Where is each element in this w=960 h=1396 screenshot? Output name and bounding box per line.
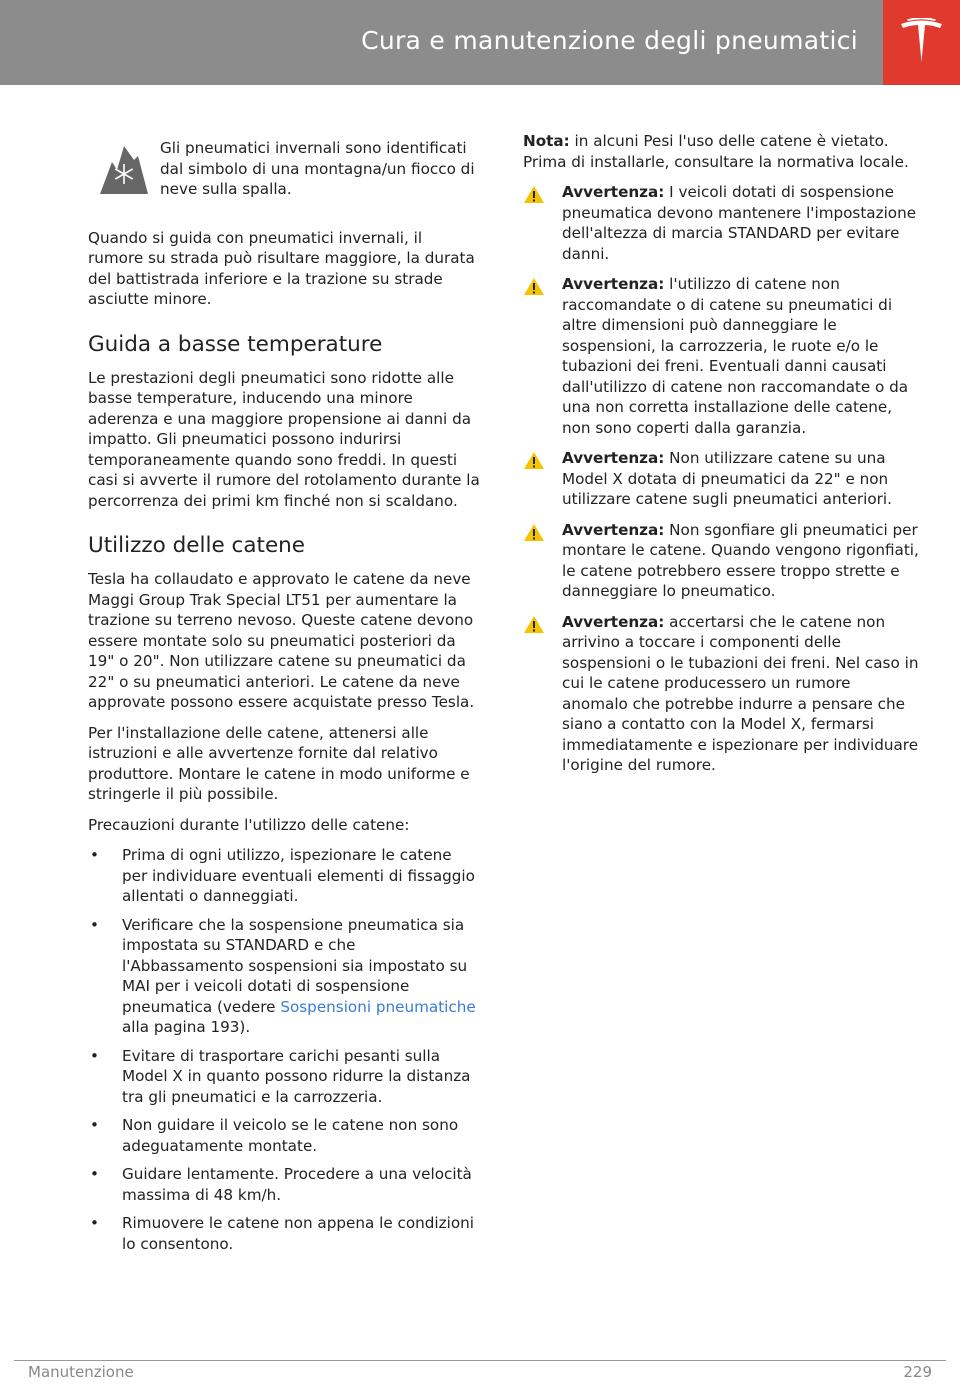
list-item-text: Guidare lentamente. Procedere a una velocità massima di 48 km/h. — [122, 1165, 472, 1204]
chains-approved-paragraph: Tesla ha collaudato e approvato le catene da neve Maggi Group Trak Special LT51 per aumentare la trazione su terreno nevoso. Queste catene devono essere montate solo su pneumatici posteriori da 19" o 20". Non utilizzare catene su pneumatici da 22" o su pneumatici anteriori. Le catene da neve approvate possono essere acquistate presso Tesla. — [88, 570, 475, 711]
snow-tire-callout — [98, 138, 480, 200]
list-item — [88, 915, 480, 1038]
section-heading-chains: Utilizzo delle catene — [88, 533, 306, 558]
warning-text — [562, 182, 920, 264]
mountain-snowflake-icon — [98, 142, 150, 196]
note-paragraph — [523, 131, 920, 172]
list-item-text: Non guidare il veicolo se le catene non sono adeguatamente montate. — [122, 1116, 459, 1155]
tesla-logo-icon — [899, 18, 944, 68]
warning-block — [523, 182, 920, 264]
page-title: Cura e manutenzione degli pneumatici — [361, 26, 858, 55]
warning-triangle-icon — [523, 615, 545, 634]
list-item — [88, 1164, 480, 1205]
warning-label: Avvertenza: — [562, 449, 665, 467]
warning-body: I veicoli dotati di sospensione pneumatica devono mantenere l'impostazione dell'altezza di marcia STANDARD per evitare danni. — [562, 183, 917, 263]
warning-text — [562, 274, 920, 438]
snow-tire-text: Gli pneumatici invernali sono identificati dal simbolo di una montagna/un fiocco di neve sulla spalla. — [160, 139, 475, 198]
footer-divider — [14, 1360, 946, 1361]
warning-triangle-icon — [523, 185, 545, 204]
bullet-glyph: • — [90, 1116, 99, 1134]
warning-label: Avvertenza: — [562, 183, 665, 201]
bullet-glyph: • — [90, 915, 99, 934]
warning-body: Non utilizzare catene su una Model X dotata di pneumatici da 22" e non utilizzare catene sugli pneumatici anteriori. — [562, 449, 892, 508]
warning-label: Avvertenza: — [562, 520, 665, 539]
warning-label: Avvertenza: — [562, 275, 665, 293]
warning-triangle-icon — [523, 523, 545, 542]
chains-precautions-intro: Precauzioni durante l'utilizzo delle catene: — [88, 815, 410, 834]
list-item-text: Prima di ogni utilizzo, ispezionare le catene per individuare eventuali elementi di fissaggio allentati o danneggiati. — [122, 846, 475, 905]
bullet-glyph: • — [90, 846, 99, 864]
list-item-text-tail: alla pagina 193). — [122, 1018, 251, 1036]
warning-label: Avvertenza: — [562, 612, 665, 631]
right-column — [523, 131, 920, 786]
page-number: 229 — [903, 1363, 932, 1381]
warning-body: Non sgonfiare gli pneumatici per montare le catene. Quando vengono rigonfiati, le catene potrebbero essere troppo strette e danneggiare lo pneumatico. — [562, 520, 919, 600]
bullet-glyph: • — [90, 1046, 99, 1065]
warning-triangle-icon — [523, 277, 545, 296]
list-item-text: Evitare di trasportare carichi pesanti sulla Model X in quanto possono ridurre la distanza tra gli pneumatici e la carrozzeria. — [122, 1046, 471, 1106]
precautions-list — [88, 845, 480, 1254]
note-text: in alcuni Pesi l'uso delle catene è vietato. Prima di installarle, consultare la normativa locale. — [523, 132, 909, 171]
warning-block — [523, 612, 920, 776]
section-heading-low-temperature: Guida a basse temperature — [88, 331, 383, 357]
warning-block — [523, 448, 920, 510]
warning-text — [562, 448, 920, 510]
list-item — [88, 1115, 480, 1156]
left-column — [88, 138, 480, 1262]
page-header — [0, 0, 960, 85]
list-item — [88, 845, 480, 907]
list-item-text: Verificare che la sospensione pneumatica sia impostata su STANDARD e che l'Abbassamento sospensioni sia impostato su MAI per i veicoli dotati di sospensione pneumatica (vedere — [122, 915, 468, 1016]
brand-logo — [883, 0, 960, 85]
warning-body: accertarsi che le catene non arrivino a toccare i componenti delle sospensioni o le tubazioni dei freni. Nel caso in cui le catene producessero un rumore anomalo che potrebbe indurre a pensare che siano a contatto con la Model X, fermarsi immediatamente e ispezionare per individuare l'origine del rumore. — [562, 612, 919, 774]
bullet-glyph: • — [90, 1214, 99, 1232]
chains-install-paragraph: Per l'installazione delle catene, attenersi alle istruzioni e alle avvertenze fornite dal relativo produttore. Montare le catene in modo uniforme e stringerle il più possibile. — [88, 723, 470, 803]
list-item — [88, 1213, 480, 1254]
note-label: Nota: — [523, 132, 570, 150]
bullet-glyph: • — [90, 1165, 99, 1183]
warning-text — [562, 612, 920, 776]
list-item-text: Rimuovere le catene non appena le condizioni lo consentono. — [122, 1214, 474, 1253]
warning-triangle-icon — [523, 451, 545, 470]
winter-tires-paragraph: Quando si guida con pneumatici invernali, il rumore su strada può risultare maggiore, la durata del battistrada inferiore e la trazione su strade asciutte minore. — [88, 228, 475, 308]
list-item — [88, 1046, 480, 1108]
footer-section-name: Manutenzione — [28, 1363, 134, 1381]
warning-text — [562, 520, 920, 602]
warning-block — [523, 274, 920, 438]
warning-body: l'utilizzo di catene non raccomandate o di catene su pneumatici di altre dimensioni può danneggiare le sospensioni, la carrozzeria, le ruote e/o le tubazioni dei freni. Eventuali danni causati dall'utilizzo di catene non raccomandate o da una non corretta installazione delle catene, non sono coperti dalla garanzia. — [562, 275, 909, 437]
low-temperature-paragraph: Le prestazioni degli pneumatici sono ridotte alle basse temperature, inducendo una minore aderenza e una maggiore propensione ai danni da impatto. Gli pneumatici possono indurirsi temporaneamente quando sono freddi. In questi casi si avverte il rumore del rotolamento durante la percorrenza dei primi km finché non si scaldano. — [88, 368, 480, 510]
warning-block — [523, 520, 920, 602]
suspension-link[interactable]: Sospensioni pneumatiche — [280, 997, 476, 1016]
